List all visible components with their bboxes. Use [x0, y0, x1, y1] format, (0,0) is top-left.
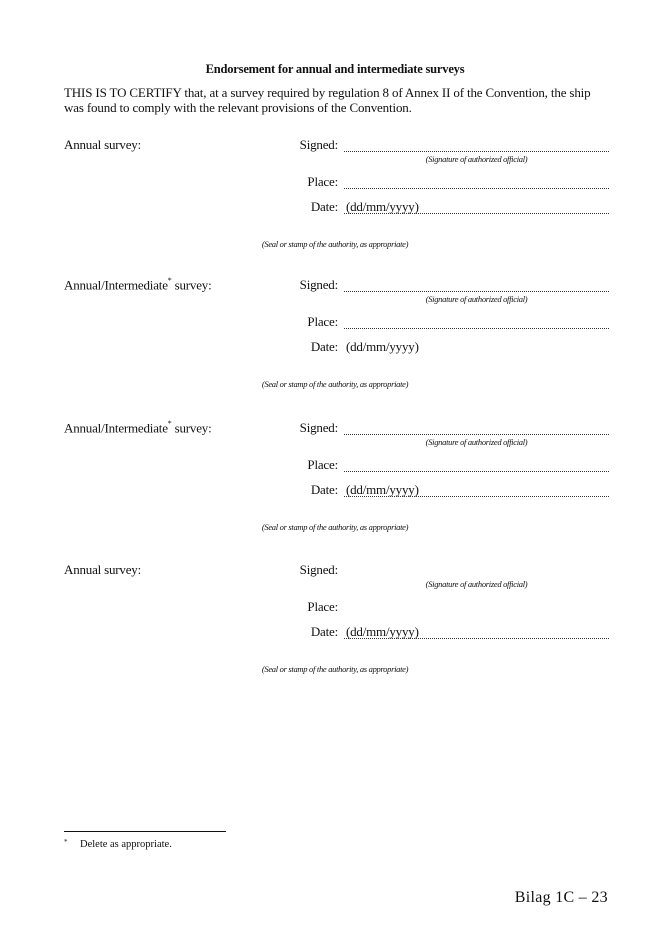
place-label: Place:	[307, 457, 338, 472]
footnote-text: Delete as appropriate.	[80, 839, 172, 850]
signed-label: Signed:	[299, 137, 338, 152]
survey-label-text: Annual/Intermediate	[64, 277, 168, 293]
footnote-marker: *	[167, 419, 172, 428]
date-field[interactable]: (dd/mm/yyyy)	[346, 199, 419, 214]
date-line	[344, 496, 609, 497]
signed-label: Signed:	[299, 277, 338, 292]
signed-field[interactable]	[344, 151, 609, 152]
signature-caption: (Signature of authorized official)	[425, 294, 528, 304]
place-label: Place:	[307, 174, 338, 189]
survey-block-3	[0, 420, 670, 550]
survey-block-4	[0, 562, 670, 692]
place-field[interactable]	[344, 328, 609, 329]
date-label: Date:	[310, 339, 338, 354]
page-title: Endorsement for annual and intermediate surveys	[205, 62, 465, 76]
survey-label-suffix: survey:	[171, 420, 212, 436]
place-field[interactable]	[344, 188, 609, 189]
certification-text: THIS IS TO CERTIFY that, at a survey required by regulation 8 of Annex II of the Convention, the ship was found to comply with the relevant provisions of the Convention.	[64, 85, 591, 115]
date-field[interactable]: (dd/mm/yyyy)	[346, 339, 419, 354]
place-field[interactable]	[344, 471, 609, 472]
date-label: Date:	[310, 624, 338, 639]
footnote-divider	[64, 831, 226, 832]
signature-caption: (Signature of authorized official)	[425, 154, 528, 164]
date-field[interactable]: (dd/mm/yyyy)	[346, 624, 419, 639]
signed-label: Signed:	[299, 562, 338, 577]
signature-caption: (Signature of authorized official)	[425, 437, 528, 447]
date-label: Date:	[310, 482, 338, 497]
survey-label-suffix: survey:	[171, 277, 212, 293]
seal-caption: (Seal or stamp of the authority, as appropriate)	[261, 379, 409, 389]
place-label: Place:	[307, 314, 338, 329]
signature-caption: (Signature of authorized official)	[425, 579, 528, 589]
signed-field[interactable]	[344, 434, 609, 435]
footnote-marker: *	[64, 838, 68, 846]
date-line	[344, 638, 609, 639]
seal-caption: (Seal or stamp of the authority, as appropriate)	[261, 664, 409, 674]
seal-caption: (Seal or stamp of the authority, as appropriate)	[261, 522, 409, 532]
signed-field[interactable]	[344, 291, 609, 292]
signed-label: Signed:	[299, 420, 338, 435]
date-field[interactable]: (dd/mm/yyyy)	[346, 482, 419, 497]
survey-block-1	[0, 137, 670, 267]
date-label: Date:	[310, 199, 338, 214]
survey-label: Annual survey:	[64, 137, 141, 152]
date-line	[344, 213, 609, 214]
place-label: Place:	[307, 599, 338, 614]
survey-label-text: Annual/Intermediate	[64, 420, 168, 436]
page-number: Bilag 1C – 23	[514, 889, 608, 906]
survey-block-2	[0, 277, 670, 407]
seal-caption: (Seal or stamp of the authority, as appropriate)	[261, 239, 409, 249]
footnote-marker: *	[167, 276, 172, 285]
survey-label: Annual survey:	[64, 562, 141, 577]
